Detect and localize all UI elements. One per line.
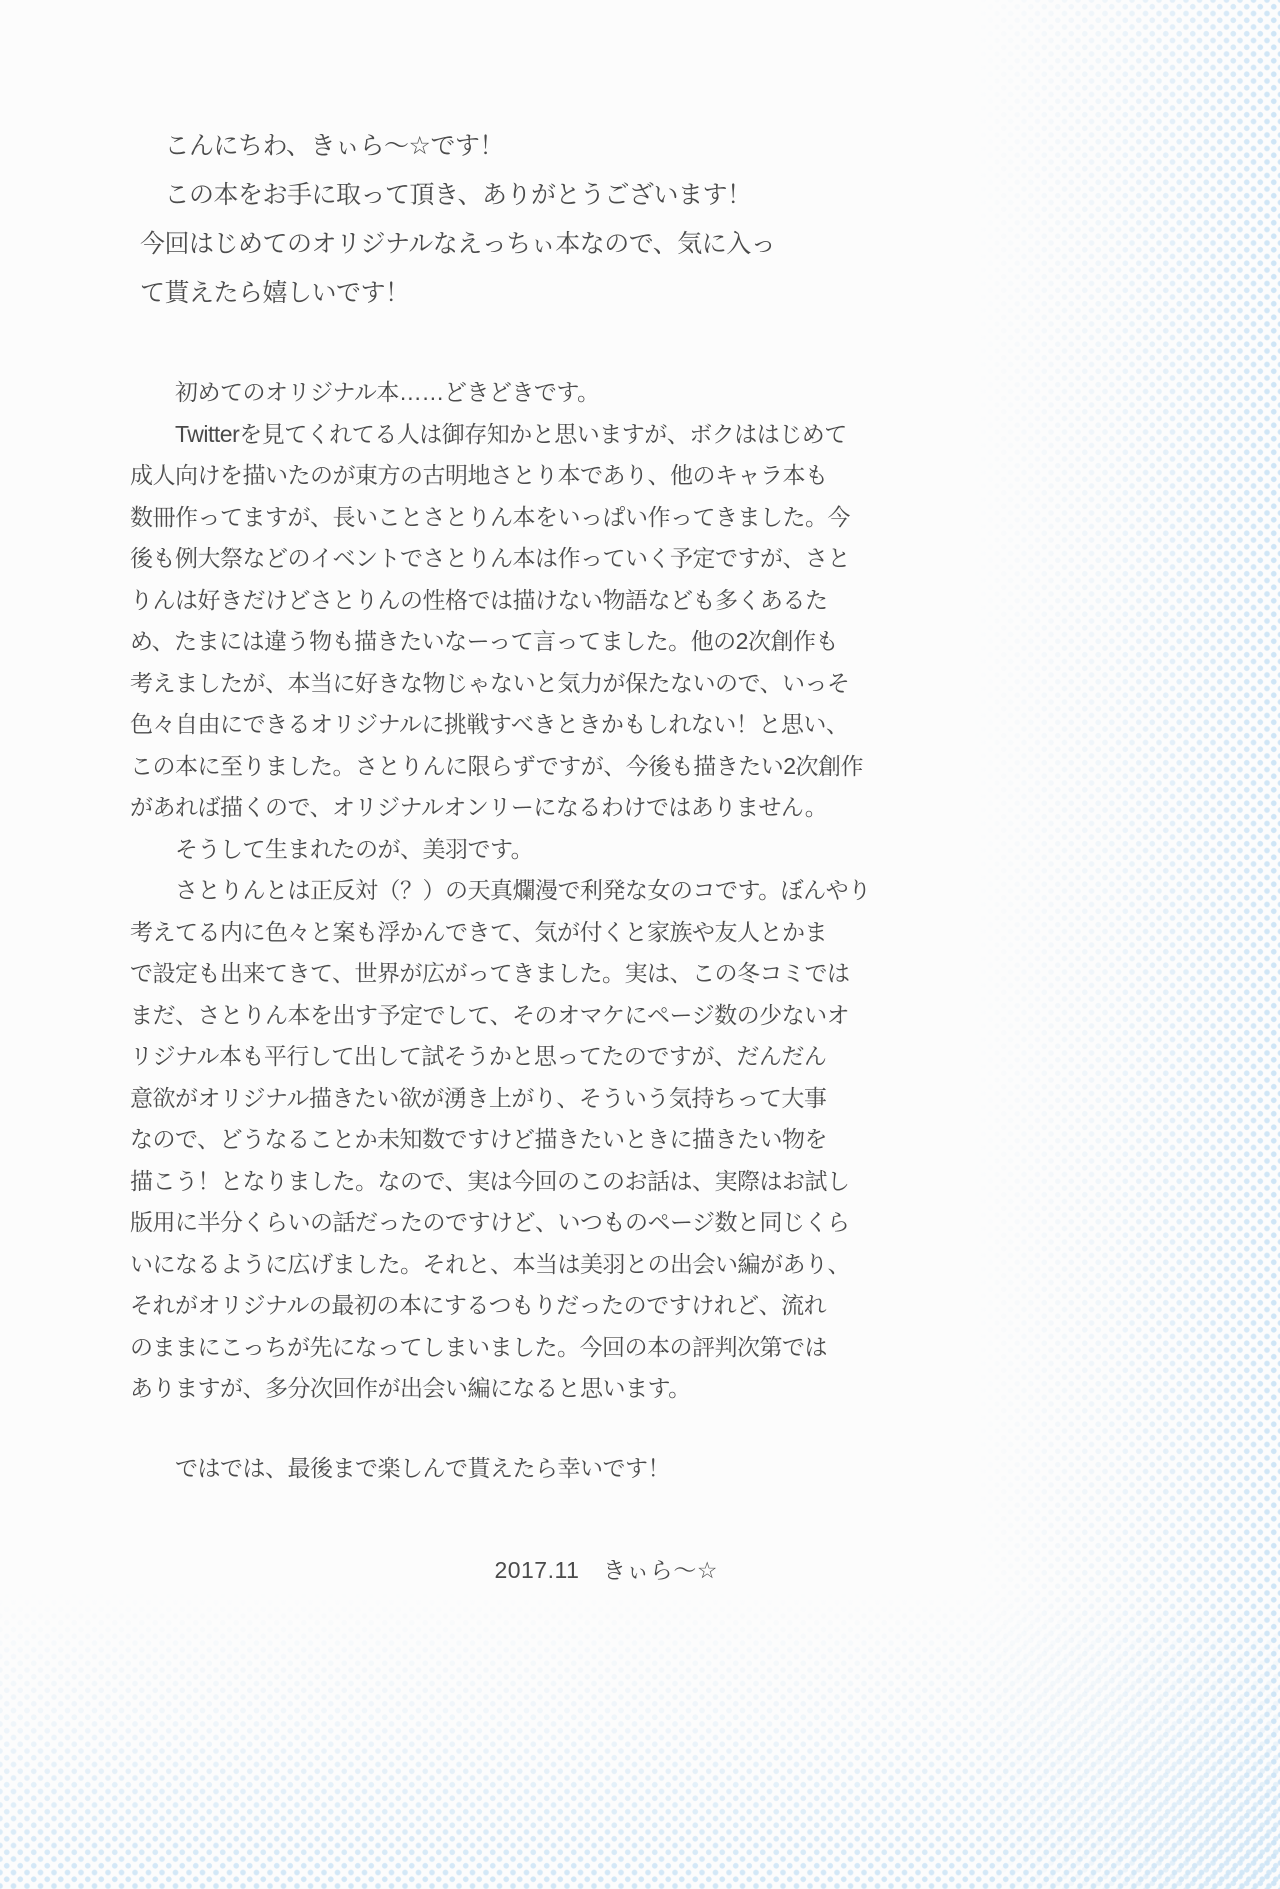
greeting-line: こんにちわ、きぃら～☆です！ — [140, 132, 504, 160]
text-line: があれば描くので、オリジナルオンリーになるわけではありません。 — [130, 794, 828, 820]
text-line: め、たまには違う物も描きたいなーって言ってました。他の2次創作も — [130, 628, 838, 654]
text-line: そうして生まれたのが、美羽です。 — [130, 835, 534, 862]
date-signature: 2017.11 きぃら～☆ — [494, 1557, 718, 1583]
text-line: 数冊作ってますが、長いことさとりん本をいっぱい作ってきました。今 — [130, 503, 850, 530]
closing-line: ではでは、最後まで楽しんで貰えたら幸いです！ — [130, 1455, 670, 1481]
text-line: 意欲がオリジナル描きたい欲が湧き上がり、そういう気持ちって大事 — [130, 1084, 827, 1111]
text-line: ありますが、多分次回作が出会い編になると思います。 — [130, 1375, 691, 1401]
text-line: 初めてのオリジナル本……どきどきです。 — [130, 379, 600, 405]
text-line: 版用に半分くらいの話だったのですけど、いつものページ数と同じくら — [130, 1209, 850, 1235]
text-line: 色々自由にできるオリジナルに挑戦すべきときかもしれない！と思い、 — [130, 711, 849, 737]
text-line: 描こう！となりました。なので、実は今回のこのお話は、実際はお試し — [130, 1167, 850, 1194]
greeting-line: この本をお手に取って頂き、ありがとうございます！ — [140, 181, 752, 209]
text-line: まだ、さとりん本を出す予定でして、そのオマケにページ数の少ないオ — [130, 1001, 850, 1028]
text-line: リジナル本も平行して出して試そうかと思ってたのですが、だんだん — [130, 1043, 827, 1069]
afterword-body-text — [130, 372, 871, 1410]
halftone-dot-pattern-right — [970, 0, 1280, 1889]
text-line: さとりんとは正反対（？）の天真爛漫で利発な女のコです。ぼんやり — [130, 877, 871, 903]
text-line: りんは好きだけどさとりんの性格では描けない物語なども多くあるた — [130, 586, 828, 613]
text-line: 後も例大祭などのイベントでさとりん本は作っていく予定ですが、さと — [130, 545, 850, 571]
halftone-dot-pattern-bottom — [0, 1589, 1280, 1889]
text-line: いになるように広げました。それと、本当は美羽との出会い編があり、 — [130, 1250, 850, 1277]
text-line: 考えましたが、本当に好きな物じゃないと気力が保たないので、いっそ — [130, 669, 850, 696]
text-line: この本に至りました。さとりんに限らずですが、今後も描きたい2次創作 — [130, 752, 863, 779]
text-line: それがオリジナルの最初の本にするつもりだったのですけれど、流れ — [130, 1292, 827, 1318]
text-line: 考えてる内に色々と案も浮かんできて、気が付くと家族や友人とかま — [130, 918, 828, 945]
text-line: 成人向けを描いたのが東方の古明地さとり本であり、他のキャラ本も — [130, 462, 828, 488]
greeting-line: 今回はじめてのオリジナルなえっちぃ本なので、気に入っ — [140, 230, 776, 258]
text-line: で設定も出来てきて、世界が広がってきました。実は、この冬コミでは — [130, 960, 850, 986]
text-line: のままにこっちが先になってしまいました。今回の本の評判次第では — [130, 1333, 828, 1360]
greeting-line: て貰えたら嬉しいです！ — [140, 279, 410, 307]
greeting-paragraph — [140, 122, 775, 318]
text-line: なので、どうなることか未知数ですけど描きたいときに描きたい物を — [130, 1126, 828, 1152]
text-line: Twitterを見てくれてる人は御存知かと思いますが、ボクははじめて — [130, 420, 847, 447]
